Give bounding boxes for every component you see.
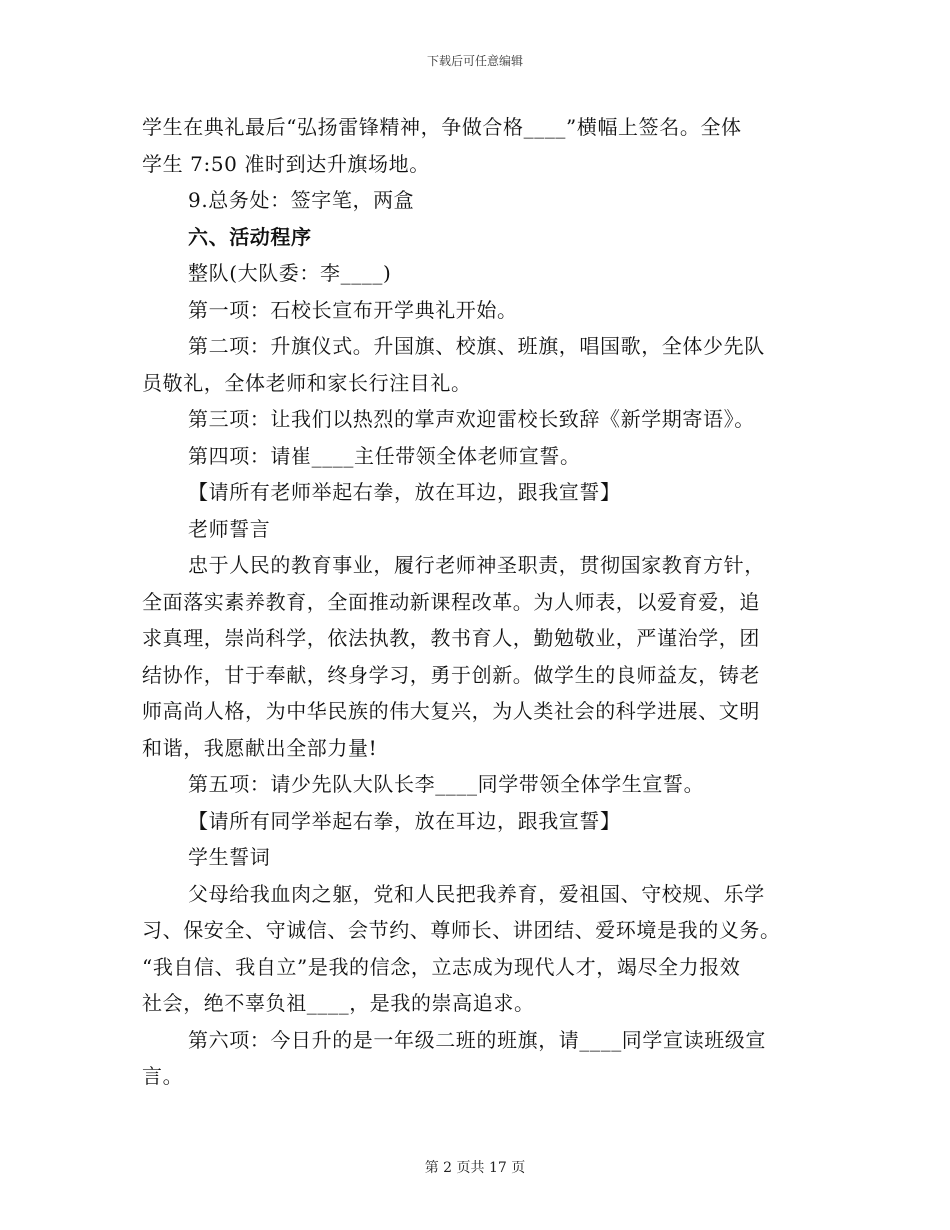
text-line: 言。 <box>142 1064 184 1088</box>
text-line: 【请所有老师举起右拳，放在耳边，跟我宣誓】 <box>188 480 621 504</box>
document-body <box>142 109 810 1095</box>
text-line: 忠于人民的教育事业，履行老师神圣职责，贯彻国家教育方针， <box>188 553 765 577</box>
text-line: 整队(大队委：李____) <box>188 261 392 285</box>
text-line: “我自信、我自立”是我的信念，立志成为现代人才，竭尽全力报效 <box>142 954 741 979</box>
text-line: 结协作，甘于奉献，终身学习，勇于创新。做学生的良师益友，铸老 <box>142 662 760 687</box>
text-line: 全面落实素养教育，全面推动新课程改革。为人师表，以爱育爱，追 <box>142 589 760 614</box>
text-line: 父母给我血肉之躯，党和人民把我养育，爱祖国、守校规、乐学 <box>188 881 765 906</box>
text-line: 【请所有同学举起右拳，放在耳边，跟我宣誓】 <box>188 808 621 833</box>
text-line: 第一项：石校长宣布开学典礼开始。 <box>188 297 518 322</box>
section-heading: 六、活动程序 <box>188 224 312 249</box>
text-line: 求真理，崇尚科学，依法执教，教书育人，勤勉敬业，严谨治学，团 <box>142 626 760 650</box>
text-line: 师高尚人格，为中华民族的伟大复兴，为人类社会的科学进展、文明 <box>142 699 760 723</box>
text-line: 9.总务处：签字笔，两盒 <box>188 188 415 212</box>
text-line: 社会，绝不辜负祖____，是我的崇高追求。 <box>142 991 535 1015</box>
text-line: 和谐，我愿献出全部力量! <box>142 735 378 760</box>
text-line: 第六项：今日升的是一年级二班的班旗，请____同学宣读班级宣 <box>188 1027 766 1052</box>
text-line: 学生 7:50 准时到达升旗场地。 <box>142 151 430 176</box>
text-line: 员敬礼，全体老师和家长行注目礼。 <box>142 370 472 395</box>
text-line: 第五项：请少先队大队长李____同学带领全体学生宣誓。 <box>188 772 705 796</box>
text-line: 第三项：让我们以热烈的掌声欢迎雷校长致辞《新学期寄语》。 <box>188 407 755 431</box>
text-line: 习、保安全、守诚信、会节约、尊师长、讲团结、爱环境是我的义务。 <box>142 918 781 942</box>
subheading: 老师誓言 <box>188 516 271 541</box>
subheading: 学生誓词 <box>188 845 271 869</box>
text-line: 第四项：请崔____主任带领全体老师宣誓。 <box>188 443 581 468</box>
text-line: 第二项：升旗仪式。升国旗、校旗、班旗，唱国歌，全体少先队 <box>188 334 765 358</box>
page-header: 下载后可任意编辑 <box>426 54 523 68</box>
page-footer: 第 2 页共 17 页 <box>424 1160 526 1176</box>
text-line: 学生在典礼最后“弘扬雷锋精神，争做合格____”横幅上签名。全体 <box>142 115 742 139</box>
